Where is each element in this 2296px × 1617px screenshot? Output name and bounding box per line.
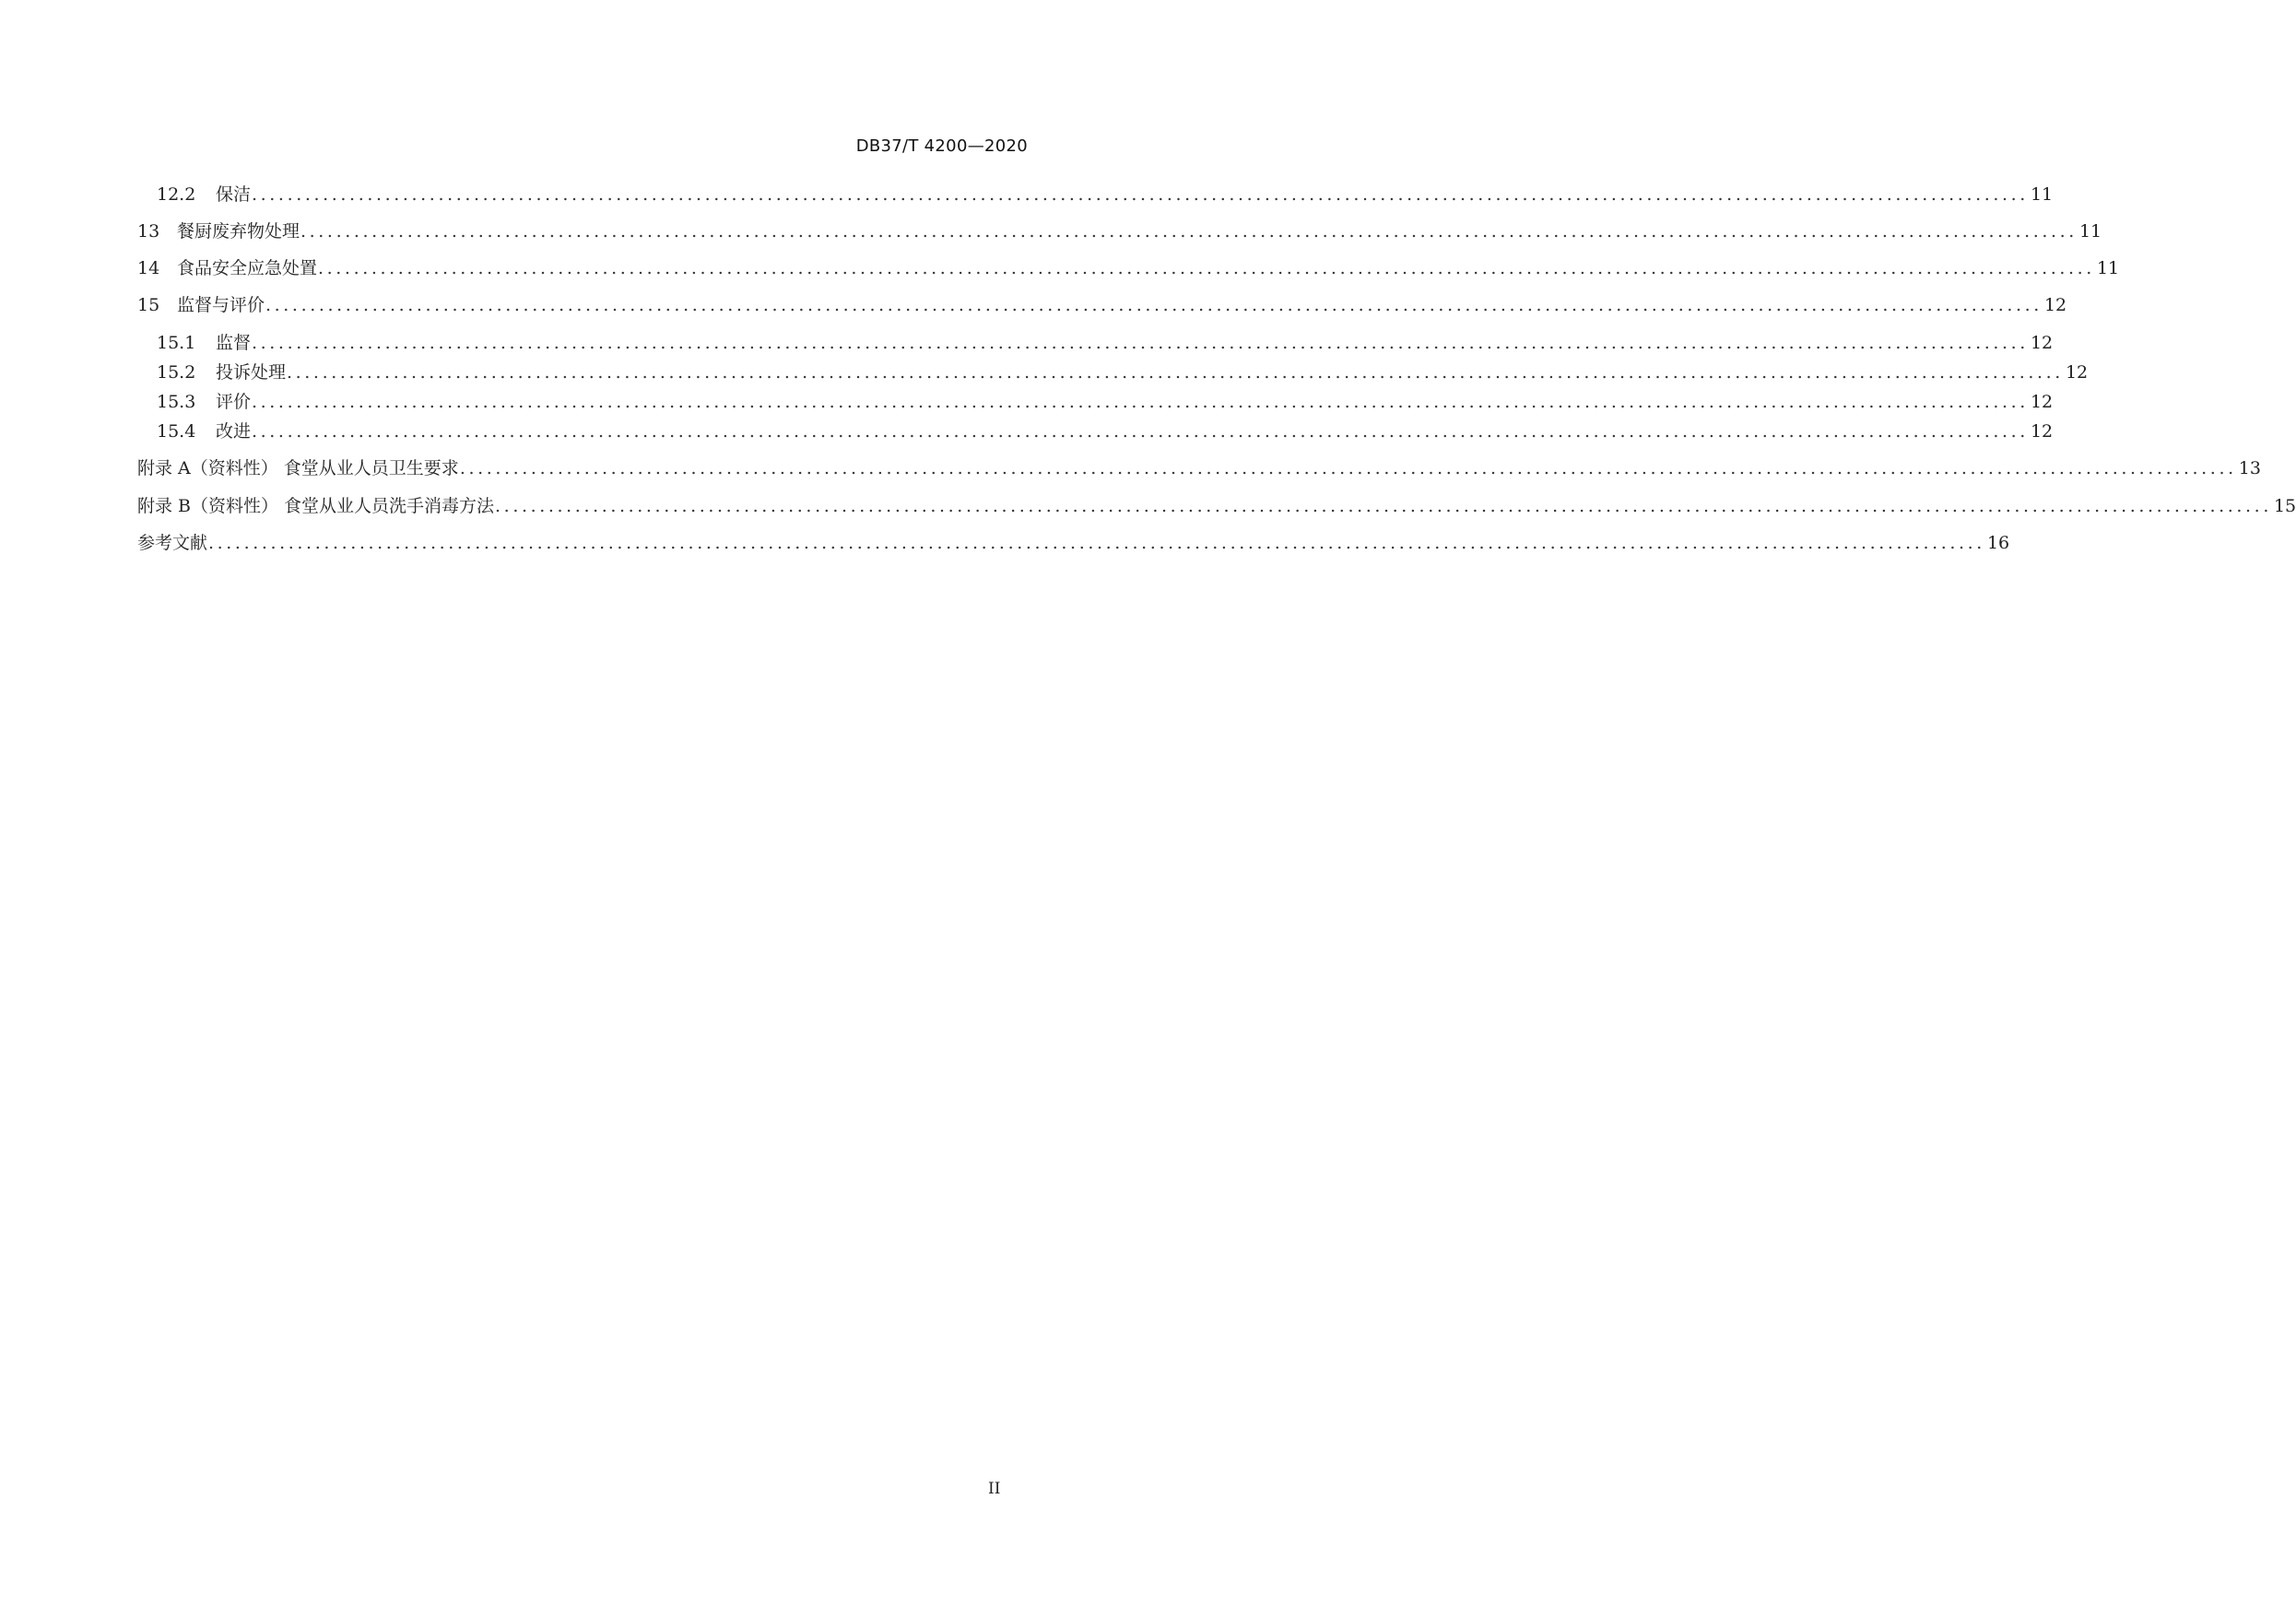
toc-entry-number: 15.4 <box>157 421 196 442</box>
toc-leader-dots: ........................................................................................................................................................................................................ <box>252 421 2029 442</box>
toc-leader-dots: ........................................................................................................................................................................................................ <box>265 295 2043 315</box>
toc-leader-dots: ........................................................................................................................................................................................................ <box>252 333 2029 353</box>
toc-entry[interactable] <box>137 252 2120 279</box>
toc-entry-number: 14 <box>137 258 160 278</box>
table-of-contents <box>137 0 2296 1617</box>
toc-entry-page: 11 <box>2030 184 2054 205</box>
toc-leader-dots: ........................................................................................................................................................................................................ <box>495 496 2272 516</box>
toc-entry[interactable] <box>137 415 2054 443</box>
toc-entry-page: 16 <box>1986 533 2010 553</box>
toc-entry-page: 12 <box>2030 421 2054 442</box>
toc-entry-title: 参考文献 <box>137 533 208 553</box>
toc-entry-page: 15 <box>2273 496 2296 516</box>
toc-entry[interactable] <box>137 178 2054 206</box>
toc-entry[interactable] <box>137 289 2067 316</box>
toc-entry-page: 13 <box>2238 458 2261 478</box>
page-number: II <box>988 1480 1001 1498</box>
toc-entry-page: 11 <box>2096 258 2120 278</box>
toc-leader-dots: ........................................................................................................................................................................................................ <box>300 221 2078 242</box>
toc-entry-number: 15 <box>137 295 160 315</box>
document-code: DB37/T 4200—2020 <box>855 136 1028 156</box>
toc-entry-number: 15.3 <box>157 392 196 412</box>
toc-entry-title: 餐厨废弃物处理 <box>177 221 300 242</box>
toc-entry-page: 12 <box>2030 392 2054 412</box>
toc-entry[interactable] <box>137 385 2054 413</box>
toc-entry-title: 附录 B（资料性） 食堂从业人员洗手消毒方法 <box>137 496 495 516</box>
toc-entry-title: 监督与评价 <box>177 295 265 315</box>
toc-leader-dots: ........................................................................................................................................................................................................ <box>287 362 2064 383</box>
toc-entry-title: 评价 <box>216 392 252 412</box>
toc-entry-page: 12 <box>2043 295 2067 315</box>
toc-leader-dots: ........................................................................................................................................................................................................ <box>252 184 2029 205</box>
toc-leader-dots: ........................................................................................................................................................................................................ <box>208 533 1985 553</box>
toc-leader-dots: ........................................................................................................................................................................................................ <box>459 458 2237 478</box>
toc-entry-number: 12.2 <box>157 184 196 205</box>
toc-leader-dots: ........................................................................................................................................................................................................ <box>318 258 2095 278</box>
toc-entry-title: 监督 <box>216 333 252 353</box>
toc-entry-number: 15.2 <box>157 362 196 383</box>
toc-entry[interactable] <box>137 452 2261 479</box>
toc-entry[interactable] <box>137 526 2010 554</box>
toc-entry[interactable] <box>137 326 2054 354</box>
toc-entry-page: 11 <box>2078 221 2102 242</box>
toc-entry[interactable] <box>137 356 2089 384</box>
toc-entry-title: 投诉处理 <box>216 362 287 383</box>
toc-entry-page: 12 <box>2030 333 2054 353</box>
toc-entry-title: 食品安全应急处置 <box>177 258 318 278</box>
toc-entry-number: 13 <box>137 221 160 242</box>
toc-entry[interactable] <box>137 215 2102 242</box>
toc-entry-page: 12 <box>2065 362 2089 383</box>
toc-entry[interactable] <box>137 490 2296 517</box>
toc-entry-title: 改进 <box>216 421 252 442</box>
toc-entry-number: 15.1 <box>157 333 196 353</box>
toc-entry-title: 附录 A（资料性） 食堂从业人员卫生要求 <box>137 458 459 478</box>
toc-entry-title: 保洁 <box>216 184 252 205</box>
toc-leader-dots: ........................................................................................................................................................................................................ <box>252 392 2029 412</box>
